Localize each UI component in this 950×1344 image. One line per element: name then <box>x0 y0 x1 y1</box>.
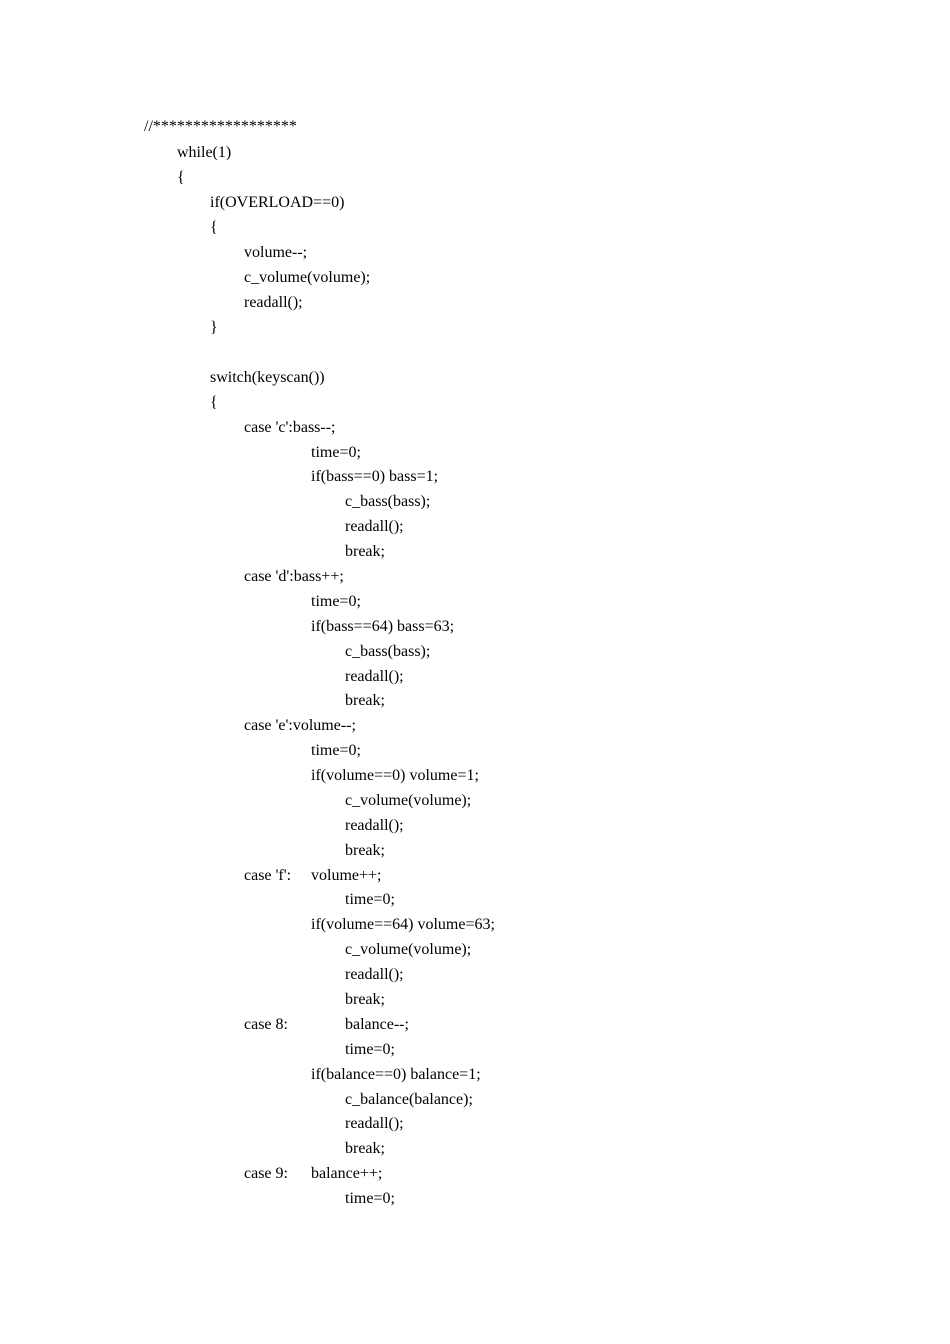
code-line: time=0; <box>345 1041 395 1058</box>
code-line: time=0; <box>311 742 361 759</box>
code-line: c_volume(volume); <box>244 269 371 286</box>
code-line: readall(); <box>345 518 404 535</box>
code-line: volume++; <box>311 867 382 884</box>
code-line: if(OVERLOAD==0) <box>210 194 345 211</box>
code-line: time=0; <box>345 891 395 908</box>
code-line: readall(); <box>345 668 404 685</box>
code-line: while(1) <box>177 144 232 161</box>
code-line: balance++; <box>311 1165 383 1182</box>
code-line: break; <box>345 543 385 560</box>
code-line: case 8: <box>244 1016 288 1033</box>
code-line: { <box>177 169 185 186</box>
code-line: switch(keyscan()) <box>210 369 325 386</box>
code-line: case 'f': <box>244 867 292 884</box>
code-line: if(volume==64) volume=63; <box>311 916 495 933</box>
code-line: break; <box>345 842 385 859</box>
code-line: c_volume(volume); <box>345 941 472 958</box>
code-line: break; <box>345 692 385 709</box>
code-line: if(volume==0) volume=1; <box>311 767 479 784</box>
code-line: c_bass(bass); <box>345 643 431 660</box>
code-line: time=0; <box>311 593 361 610</box>
code-line: case 'e':volume--; <box>244 717 356 734</box>
code-line: } <box>210 319 218 336</box>
code-line: if(bass==64) bass=63; <box>311 618 455 635</box>
code-line: break; <box>345 991 385 1008</box>
code-line: balance--; <box>345 1016 409 1033</box>
code-line: c_bass(bass); <box>345 493 431 510</box>
code-line: //****************** <box>144 118 297 135</box>
code-line: case 9: <box>244 1165 288 1182</box>
code-line: time=0; <box>311 444 361 461</box>
code-line: if(balance==0) balance=1; <box>311 1066 481 1083</box>
code-line: case 'd':bass++; <box>244 568 344 585</box>
code-line: { <box>210 394 218 411</box>
code-line: readall(); <box>345 817 404 834</box>
code-line: c_balance(balance); <box>345 1091 473 1108</box>
code-line: c_volume(volume); <box>345 792 472 809</box>
code-line: volume--; <box>244 244 308 261</box>
code-line: { <box>210 219 218 236</box>
code-line: break; <box>345 1140 385 1157</box>
code-line: time=0; <box>345 1190 395 1207</box>
code-line: readall(); <box>345 966 404 983</box>
code-line: if(bass==0) bass=1; <box>311 468 439 485</box>
code-line: readall(); <box>345 1115 404 1132</box>
code-line: readall(); <box>244 294 303 311</box>
code-line: case 'c':bass--; <box>244 419 336 436</box>
